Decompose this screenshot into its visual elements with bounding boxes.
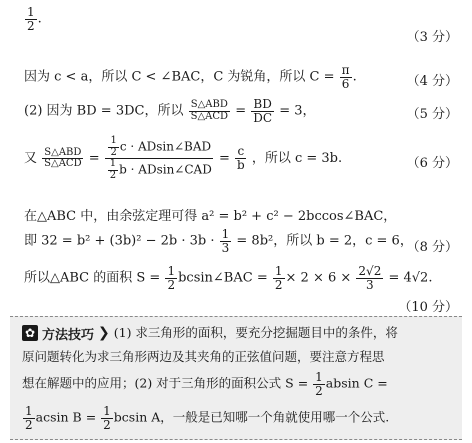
fraction-half (313, 371, 325, 397)
frac-den: b (237, 158, 245, 172)
tip-title-text: 方法技巧 (42, 327, 95, 343)
fraction-half (23, 405, 35, 431)
tip-line-4 (22, 405, 452, 431)
fraction-pi-6 (340, 64, 352, 90)
frac-den: 3 (221, 240, 230, 255)
frac-num: S△ABD (190, 99, 228, 111)
frac-den: 2 (27, 18, 35, 33)
tip-title (22, 324, 110, 343)
solution-line-5 (24, 228, 458, 254)
line-prefix: 又 (24, 151, 38, 166)
frac-num: S△ABD (44, 146, 82, 158)
equals-sign: = (218, 151, 230, 166)
fraction-area-ratio (42, 148, 83, 170)
frac-num: 1 (109, 158, 117, 169)
frac-num: 1 (27, 5, 35, 19)
solution-line-6 (24, 265, 458, 291)
solution-line-2 (24, 98, 458, 124)
line-text: × 2 × 6 × (285, 270, 352, 286)
line-text: (2) 因为 BD = 3DC，所以 (24, 103, 184, 119)
fraction-root (356, 265, 383, 291)
frac-den: 2 (167, 277, 176, 292)
frac-num: 1 (103, 404, 111, 418)
line-text: bcsin∠BAC = (178, 270, 268, 286)
frac-den: 2 (110, 146, 117, 158)
line-tail: . (352, 69, 357, 85)
tip-text: absin C = (325, 375, 388, 391)
tip-text: acsin B = (35, 409, 97, 425)
line-text: 因为 c < a，所以 C < ∠BAC，C 为锐角，所以 C = (24, 69, 335, 85)
score-6: （6 分） (406, 156, 458, 171)
line-text: 所以△ABC 的面积 S = (24, 270, 161, 286)
fraction-half (165, 265, 177, 291)
fraction-c-b (235, 145, 247, 171)
solution-line-4: 在△ABC 中，由余弦定理可得 a² = b² + c² − 2bccos∠BAC， (24, 209, 397, 224)
frac-den: 2 (25, 417, 33, 432)
chevron-right-icon: ❯ (98, 325, 110, 341)
tip-line-1 (22, 323, 452, 343)
fraction-bd-dc (251, 98, 274, 124)
tip-text: bcsin A，一般是已知哪一个角就使用哪一个公式. (113, 409, 390, 425)
frac-expr: b · ADsin∠CAD (119, 162, 212, 177)
score-4: （4 分） (406, 74, 458, 89)
score-5: （5 分） (406, 107, 458, 122)
frac-num: 1 (110, 135, 117, 146)
frac-den: 2 (315, 383, 323, 398)
frac-den: S△ACD (44, 158, 82, 169)
fraction-area-ratio (189, 100, 230, 122)
line-tail: ，所以 c = 3b. (251, 151, 343, 166)
frac-den: S△ACD (190, 110, 229, 122)
score-8: （8 分） (406, 240, 458, 255)
score-3: （3 分） (406, 30, 458, 45)
frac-den: 2 (274, 277, 283, 292)
tip-text: 想在解题中的应用；(2) 对于三角形的面积公式 S = (22, 375, 309, 391)
method-tips-box (10, 316, 462, 440)
frac-den (105, 159, 214, 181)
frac-num: c (237, 144, 245, 159)
frac-expr: c · ADsin∠BAD (119, 139, 212, 154)
fraction-half (101, 405, 113, 431)
fraction-third (220, 228, 232, 254)
score-10: （10 分） (398, 300, 458, 315)
tip-line-2: 原问题转化为求三角形两边及其夹角的正弦值问题，要注意方程思 (22, 349, 385, 364)
line-text: = 4√2. (388, 270, 433, 286)
fraction-half (25, 6, 37, 32)
frac-num: 2√2 (358, 264, 382, 278)
frac-num: 1 (315, 370, 323, 384)
equals-sign: = (235, 103, 247, 119)
frac-num (105, 136, 213, 159)
frac-den: 2 (103, 417, 111, 432)
line-text: 即 32 = b² + (3b)² − 2b · 3b · (24, 233, 215, 249)
fraction-half (108, 136, 118, 158)
fraction-half (108, 159, 118, 181)
frac-num: 1 (25, 404, 33, 418)
frac-num: 1 (221, 227, 230, 241)
frac-num: 1 (167, 264, 176, 278)
frac-num: π (341, 63, 350, 77)
frac-num: 1 (274, 264, 283, 278)
frac-den: 3 (366, 277, 374, 292)
tip-text: (1) 求三角形的面积，要充分挖掘题目中的条件，将 (113, 325, 398, 340)
line-text: = 8b²，所以 b = 2，c = 6， (236, 233, 413, 249)
fraction-area-expr (105, 136, 214, 181)
line-tail: = 3， (279, 103, 316, 119)
frac-den: DC (253, 110, 273, 125)
frac-den: 6 (341, 76, 350, 91)
flower-icon: ✿ (22, 325, 38, 341)
frac-num: BD (253, 97, 272, 111)
solution-line-1 (24, 64, 458, 90)
frac-den: 2 (109, 169, 117, 181)
solution-line-3 (24, 136, 458, 181)
tip-line-3 (22, 371, 452, 397)
fraction-half (273, 265, 285, 291)
equals-sign: = (88, 151, 100, 166)
solution-line-0 (24, 6, 458, 32)
line-tail: . (37, 11, 42, 27)
